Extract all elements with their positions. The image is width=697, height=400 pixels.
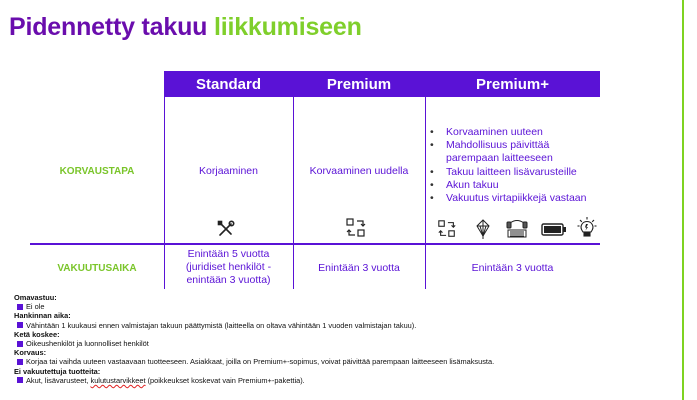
note-heading: Korvaus: (14, 348, 47, 358)
table-header (164, 71, 600, 97)
column-divider (293, 97, 294, 289)
note-heading: Ei vakuutettuja tuotteita: (14, 366, 101, 376)
note-text: Korjaa tai vaihda uuteen vastaavaan tuotteeseen. Asiakkaat, joilla on Premium+-sopimus, voivat päivittää parempaan laitteeseen lisämaksusta. (14, 357, 674, 366)
exchange-icon (345, 217, 367, 239)
diamond-icon (473, 218, 493, 240)
vakuutusaika-premium: Enintään 3 vuotta (318, 262, 400, 274)
header-premium-plus: Premium+ (476, 75, 549, 93)
list-item: • Vakuutus virtapiikkejä vastaan (430, 192, 586, 205)
row-label-korvaustapa: KORVAUSTAPA (59, 166, 135, 177)
note-heading: Ketä koskee: (14, 329, 60, 339)
list-item: • Mahdollisuus päivittää parempaan laitteeseen (430, 139, 586, 165)
korvaustapa-premium: Korvaaminen uudella (309, 165, 409, 177)
list-item: • Takuu laitteen lisävarusteille (430, 166, 586, 179)
row-divider (30, 243, 600, 245)
korvaustapa-premium-plus-list (430, 126, 586, 205)
row-label-vakuutusaika: VAKUUTUSAIKA (57, 263, 137, 274)
vakuutusaika-standard: Enintään 5 vuotta (juridiset henkilöt - enintään 3 vuotta) (185, 248, 272, 286)
list-item: • Akun takuu (430, 179, 586, 192)
header-standard: Standard (195, 75, 261, 93)
vakuutusaika-premium-plus: Enintään 3 vuotta (471, 262, 554, 274)
title-part-2: liikkumiseen (213, 13, 362, 41)
accessories-icon (505, 219, 529, 239)
page-title (9, 13, 362, 42)
wrench-screwdriver-icon (216, 219, 236, 239)
terms-notes (14, 293, 674, 385)
note-text: Vähintään 1 kuukausi ennen valmistajan takuun päättymistä (laitteella on oltava vähintään 1 vuoden valmistajan takuu). (14, 321, 674, 330)
note-text: Ei ole (14, 302, 674, 311)
note-text: Oikeushenkilöt ja luonnolliset henkilöt (14, 339, 674, 348)
note-heading: Hankinnan aika: (14, 311, 71, 321)
list-item: • Korvaaminen uuteen (430, 126, 586, 139)
korvaustapa-standard: Korjaaminen (199, 165, 258, 177)
exchange-icon (437, 219, 457, 239)
battery-icon (541, 223, 567, 236)
note-text: Akut, lisävarusteet, kulutustarvikkeet (poikkeukset koskevat vain Premium+-pakettia). (14, 376, 674, 385)
green-divider-line (682, 0, 684, 400)
title-part-1: Pidennetty takuu (9, 13, 208, 41)
column-divider (425, 97, 426, 289)
note-heading: Omavastuu: (14, 293, 57, 302)
lightbulb-icon (577, 216, 597, 240)
header-premium: Premium (326, 75, 392, 93)
